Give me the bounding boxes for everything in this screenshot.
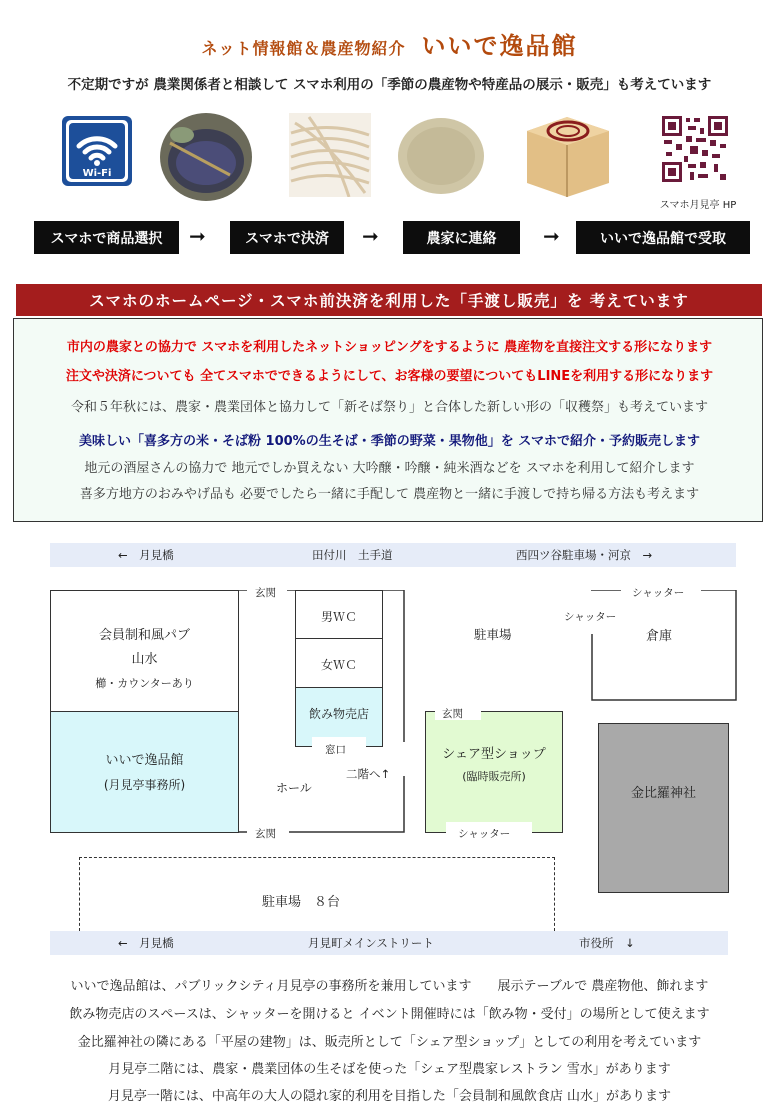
wifi-icon bbox=[62, 116, 132, 186]
soba-basket-photo bbox=[160, 113, 252, 201]
bottom-street-right: 市役所 ↓ bbox=[579, 936, 635, 950]
top-street bbox=[50, 543, 736, 567]
flow-step-receive: いいで逸品館で受取 bbox=[576, 221, 750, 254]
footer-line: 金比羅神社の隣にある「平屋の建物」は、販売所として「シェア型ショップ」としての利用を考えています bbox=[77, 1035, 702, 1050]
info-line: 美味しい「喜多方の米・そば粉 100%の生そば・季節の野菜・果物他」を スマホで紹介・予約販売します bbox=[79, 434, 700, 449]
flow-step-contact: 農家に連絡 bbox=[403, 221, 520, 254]
hand-delivery-banner: スマホのホームページ・スマホ前決済を利用した「手渡し販売」を 考えています bbox=[16, 284, 762, 316]
share-shop-name: シェア型ショップ bbox=[442, 747, 546, 762]
top-street-left: ← 月見橋 bbox=[118, 548, 174, 562]
shrine-building bbox=[598, 723, 729, 893]
top-street-right: 西四ツ谷駐車場・河京 → bbox=[516, 548, 653, 562]
flow-arrow-icon: ➞ bbox=[543, 224, 560, 248]
entrance-label: 玄関 bbox=[255, 587, 276, 599]
shutter-label: シャッター bbox=[632, 587, 685, 599]
parking-top-label: 駐車場 bbox=[474, 627, 512, 642]
pub-sub: 山水 bbox=[131, 652, 158, 667]
shutter-label: シャッター bbox=[564, 611, 617, 623]
flow-arrow-icon: ➞ bbox=[362, 224, 379, 248]
men-wc-label: 男ＷＣ bbox=[320, 610, 357, 624]
info-line: 地元の酒屋さんの協力で 地元でしか買えない 大吟醸・吟醸・純米酒などを スマホを利用して紹介します bbox=[84, 461, 695, 476]
storage-label: 倉庫 bbox=[646, 629, 673, 644]
info-line: 市内の農家との協力で スマホを利用したネットショッピングをするように 農産物を直接注文する形になります bbox=[66, 340, 713, 355]
page-title bbox=[0, 26, 779, 61]
hall-label: ホール bbox=[276, 781, 312, 795]
flow-step-select: スマホで商品選択 bbox=[34, 221, 179, 254]
shop-room bbox=[50, 711, 239, 833]
info-line: 喜多方地方のおみやげ品も 必要でしたら一緒に手配して 農産物と一緒に手渡しで持ち帰る方法も考えます bbox=[79, 487, 700, 502]
wooden-masu-box-photo bbox=[519, 113, 616, 201]
shop-name: いいで逸品館 bbox=[105, 753, 184, 768]
footer-line: 飲み物売店のスペースは、シャッターを開けると イベント開催時には「飲み物・受付」の場所として使えます bbox=[69, 1007, 710, 1022]
storage-outline bbox=[591, 590, 738, 702]
pub-name: 会員制和風パブ bbox=[98, 628, 190, 643]
footer-line: 月見亭二階には、農家・農業団体の生そばを使った「シェア型農家レストラン 雪水」があります bbox=[108, 1062, 671, 1077]
pub-note: 櫛・カウンターあり bbox=[95, 677, 194, 690]
bottom-street-center: 月見町メインストリート bbox=[308, 936, 434, 950]
share-shop-sub: (臨時販売所) bbox=[462, 770, 526, 783]
info-line: 注文や決済についても 全てスマホでできるようにして、お客様の要望についてもLINEを利用する形になります bbox=[65, 369, 714, 384]
flow-arrow-icon: ➞ bbox=[189, 224, 206, 248]
shop-sub: (月見亭事務所) bbox=[103, 778, 186, 792]
buckwheat-flour-photo bbox=[397, 117, 485, 195]
footer-line: 月見亭一階には、中高年の大人の隠れ家的利用を目指した「会員制和風飲食店 山水」があります bbox=[107, 1089, 672, 1104]
flow-step-pay: スマホで決済 bbox=[230, 221, 344, 254]
qr-code-icon[interactable] bbox=[660, 114, 730, 184]
soba-noodles-photo bbox=[289, 113, 371, 197]
entrance-label: 玄関 bbox=[255, 828, 276, 840]
bottom-street bbox=[50, 931, 728, 955]
subtitle: 不定期ですが 農業関係者と相談して スマホ利用の「季節の農産物や特産品の展示・販売」も考えています bbox=[67, 77, 712, 93]
parking-bottom-label: 駐車場 ８台 bbox=[262, 895, 341, 910]
entrance-label: 玄関 bbox=[442, 708, 463, 720]
qr-caption: スマホ月見亭 HP bbox=[659, 200, 737, 211]
title-small: ネット情報館＆農産物紹介 bbox=[201, 39, 406, 58]
top-street-center: 田付川 土手道 bbox=[312, 548, 393, 562]
wifi-label: Wi-Fi bbox=[82, 168, 112, 179]
info-line: 令和５年秋には、農家・農業団体と協力して「新そば祭り」と合体した新しい形の「収穫祭」も考えています bbox=[70, 400, 708, 415]
bottom-street-left: ← 月見橋 bbox=[118, 936, 174, 950]
stairs-label: 二階へ↑ bbox=[346, 767, 391, 781]
window-label: 窓口 bbox=[325, 744, 346, 756]
women-wc-label: 女ＷＣ bbox=[320, 658, 357, 672]
drink-shop-label: 飲み物売店 bbox=[308, 707, 369, 721]
shutter-label: シャッター bbox=[458, 828, 511, 840]
title-large: いいで逸品館 bbox=[421, 32, 578, 60]
shrine-label: 金比羅神社 bbox=[630, 786, 696, 801]
footer-line: いいで逸品館は、パブリックシティ月見亭の事務所を兼用しています 展示テーブルで 農産物他、飾れます bbox=[70, 979, 709, 994]
